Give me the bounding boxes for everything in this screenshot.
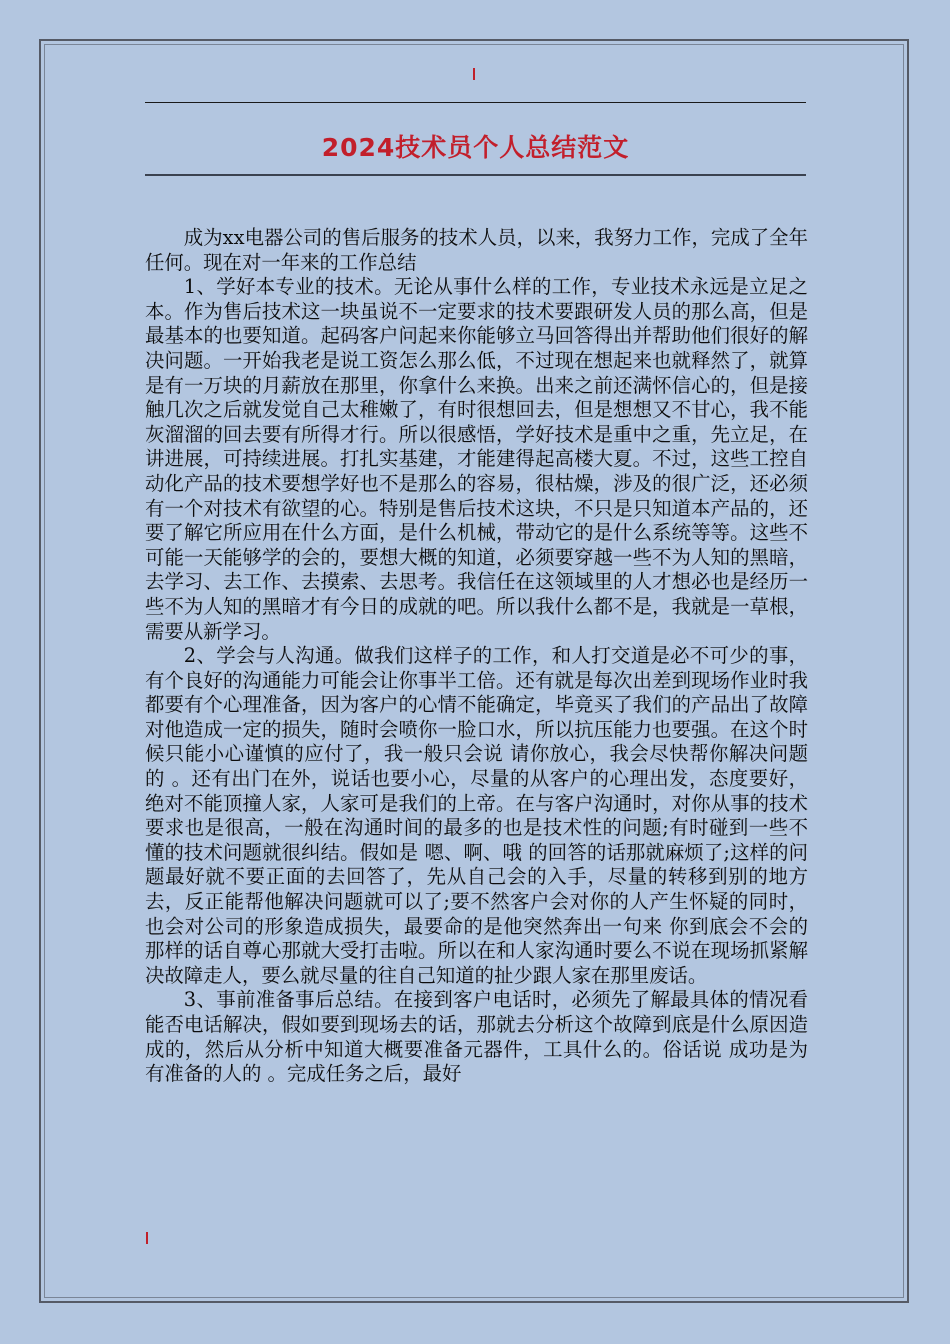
document-body — [145, 226, 808, 1087]
intro-paragraph: 成为xx电器公司的售后服务的技术人员，以来，我努力工作，完成了全年任何。现在对一年来的工作总结 — [145, 226, 808, 274]
paragraph-communication: 2、学会与人沟通。做我们这样子的工作，和人打交道是必不可少的事，有个良好的沟通能力可能会让你事半工倍。还有就是每次出差到现场作业时我都要有个心理准备，因为客户的心情不能确定，毕竟买了我们的产品出了故障对他造成一定的损失，随时会喷你一脸口水，所以抗压能力也要强。在这个时候只能小心谨慎的应付了，我一般只会说 请你放心，我会尽快帮你解决问题的 。还有出门在外，说话也要小心，尽量的从客户的心理出发，态度要好，绝对不能顶撞人家，人家可是我们的上帝。在与客户沟通时，对你从事的技术要求也是很高，一般在沟通时间的最多的也是技术性的问题;有时碰到一些不懂的技术问题就很纠结。假如是 嗯、啊、哦 的回答的话那就麻烦了;这样的问题最好就不要正面的去回答了，先从自己会的入手，尽量的转移到别的地方去，反正能帮他解决问题就可以了;要不然客户会对你的人产生怀疑的同时，也会对公司的形象造成损失，最要命的是他突然奔出一句来 你到底会不会的 那样的话自尊心那就大受打击啦。所以在和人家沟通时要么不说在现场抓紧解决故障走人，要么就尽量的往自己知道的扯少跟人家在那里废话。 — [145, 644, 808, 987]
header-rule — [145, 102, 806, 103]
paragraph-preparation: 3、事前准备事后总结。在接到客户电话时，必须先了解最具体的情况看能否电话解决，假如要到现场去的话，那就去分析这个故障到底是什么原因造成的，然后从分析中知道大概要准备元器件，工具什么的。俗话说 成功是为有准备的人的 。完成任务之后，最好 — [145, 988, 808, 1086]
document-title: 2024技术员个人总结范文 — [321, 133, 630, 162]
header-mark — [473, 68, 475, 80]
paragraph-learn-technology: 1、学好本专业的技术。无论从事什么样的工作，专业技术永远是立足之本。作为售后技术这一块虽说不一定要求的技术要跟研发人员的那么高，但是最基本的也要知道。起码客户问起来你能够立马回答得出并帮助他们很好的解决问题。一开始我老是说工资怎么那么低，不过现在想起来也就释然了，就算是有一万块的月薪放在那里，你拿什么来换。出来之前还满怀信心的，但是接触几次之后就发觉自己太稚嫩了，有时很想回去，但是想想又不甘心，我不能灰溜溜的回去要有所得才行。所以很感悟，学好技术是重中之重，先立足，在讲进展，可持续进展。打扎实基建，才能建得起高楼大夏。不过，这些工控自动化产品的技术要想学好也不是那么的容易，很枯燥，涉及的很广泛，还必须有一个对技术有欲望的心。特别是售后技术这块，不只是只知道本产品的，还要了解它所应用在什么方面，是什么机械，带动它的是什么系统等等。这些不可能一天能够学的会的，要想大概的知道，必须要穿越一些不为人知的黑暗，去学习、去工作、去摸索、去思考。我信任在这领域里的人才想必也是经历一些不为人知的黑暗才有今日的成就的吧。所以我什么都不是，我就是一草根，需要从新学习。 — [145, 275, 808, 643]
footer-mark — [146, 1232, 148, 1244]
title-rule — [145, 174, 806, 176]
